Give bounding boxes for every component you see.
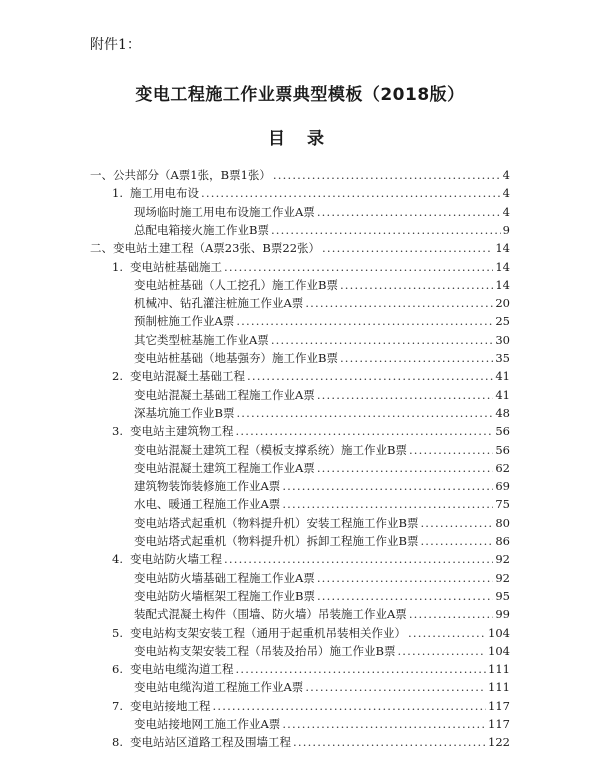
toc-entry-page: 117 — [488, 698, 510, 713]
toc-dot-leader — [322, 239, 493, 257]
toc-dot-leader — [282, 495, 493, 513]
toc-entry[interactable] — [134, 404, 510, 422]
toc-entry-label: 变电站防火墙框架工程施工作业B票 — [134, 588, 315, 603]
toc-dot-leader — [271, 221, 501, 239]
toc-dot-leader — [201, 184, 501, 202]
toc-entry[interactable] — [134, 294, 510, 312]
toc-entry-label: 变电站混凝土建筑工程（模板支撑系统）施工作业B票 — [134, 442, 407, 457]
toc-entry-label: 机械冲、钻孔灌注桩施工作业A票 — [134, 296, 304, 311]
annex-label: 附件1： — [90, 37, 141, 53]
toc-entry-label: 变电站电缆沟道工程施工作业A票 — [134, 680, 304, 695]
toc-entry-page: 14 — [495, 259, 510, 274]
toc-entry[interactable] — [134, 312, 510, 330]
toc-entry[interactable] — [112, 367, 510, 385]
toc-dot-leader — [282, 715, 486, 733]
toc-dot-leader — [420, 514, 493, 532]
toc-entry[interactable] — [134, 642, 510, 660]
toc-entry-page: 48 — [495, 405, 510, 420]
toc-dot-leader — [224, 258, 493, 276]
toc-entry-label: 水电、暖通工程施工作业A票 — [134, 497, 281, 512]
toc-entry[interactable] — [112, 258, 510, 276]
toc-entry-label: 其它类型桩基施工作业A票 — [134, 332, 269, 347]
toc-entry[interactable] — [134, 514, 510, 532]
toc-entry[interactable] — [134, 349, 510, 367]
toc-entry-number: 2. — [112, 369, 123, 384]
toc-entry[interactable] — [134, 477, 510, 495]
toc-entry-label: 变电站塔式起重机（物料提升机）安装工程施工作业B票 — [134, 515, 419, 530]
toc-entry[interactable] — [112, 697, 510, 715]
toc-entry-page: 14 — [495, 241, 510, 256]
toc-entry-page: 122 — [488, 735, 510, 750]
toc-entry[interactable] — [134, 441, 510, 459]
toc-entry-page: 104 — [488, 625, 510, 640]
toc-heading: 目 录 — [268, 129, 332, 149]
toc-entry-page: 4 — [502, 186, 510, 201]
toc-entry-page: 20 — [495, 296, 510, 311]
toc-entry-page: 30 — [495, 332, 510, 347]
toc-entry-page: 92 — [495, 570, 510, 585]
toc-entry-number: 1. — [112, 186, 123, 201]
toc-entry-page: 4 — [502, 204, 510, 219]
toc-entry[interactable] — [112, 624, 510, 642]
toc-entry-number: 7. — [112, 698, 123, 713]
toc-entry-page: 95 — [495, 588, 510, 603]
toc-entry-number: 3. — [112, 424, 123, 439]
toc-entry[interactable] — [134, 386, 510, 404]
toc-entry-label: 变电站构支架安装工程（通用于起重机吊装相关作业） — [130, 625, 406, 640]
toc-entry-page: 86 — [495, 534, 510, 548]
toc-entry[interactable] — [112, 184, 510, 202]
toc-entry-label: 变电站电缆沟道工程 — [130, 662, 234, 677]
toc-entry-label: 一、公共部分（A票1张，B票1张） — [90, 168, 271, 182]
toc-entry[interactable] — [112, 733, 510, 751]
toc-entry[interactable] — [134, 605, 510, 623]
toc-entry[interactable] — [134, 331, 510, 349]
toc-entry-page: 41 — [495, 387, 510, 402]
toc-entry-page: 75 — [495, 497, 510, 512]
toc-entry-label: 变电站构支架安装工程（吊装及抬吊）施工作业B票 — [134, 643, 396, 658]
toc-entry-page: 41 — [495, 369, 510, 384]
toc-entry-label: 深基坑施工作业B票 — [134, 405, 235, 420]
toc-entry[interactable] — [134, 221, 510, 239]
toc-dot-leader — [317, 459, 494, 477]
toc-entry[interactable] — [112, 550, 510, 568]
toc-entry-page: 56 — [495, 442, 510, 457]
toc-dot-leader — [305, 678, 486, 696]
toc-entry-label: 变电站站区道路工程及围墙工程 — [130, 735, 291, 750]
toc-entry-label: 装配式混凝土构件（围墙、防火墙）吊装施工作业A票 — [134, 607, 407, 622]
toc-dot-leader — [317, 203, 501, 221]
toc-dot-leader — [397, 642, 486, 660]
toc-dot-leader — [236, 660, 487, 678]
toc-dot-leader — [213, 697, 487, 715]
toc-entry[interactable] — [90, 239, 510, 257]
toc-dot-leader — [247, 367, 493, 385]
toc-dot-leader — [409, 441, 493, 459]
toc-entry-label: 预制桩施工作业A票 — [134, 314, 235, 329]
toc-entry-page: 56 — [495, 424, 510, 439]
toc-entry[interactable] — [90, 166, 510, 184]
toc-entry-page: 104 — [488, 643, 510, 658]
toc-entry-page: 35 — [495, 351, 510, 365]
toc-entry-page: 111 — [488, 680, 510, 695]
toc-dot-leader — [420, 532, 493, 550]
toc-entry-label: 变电站混凝土建筑工程施工作业A票 — [134, 460, 315, 475]
toc-entry[interactable] — [134, 203, 510, 221]
toc-dot-leader — [305, 294, 493, 312]
toc-dot-leader — [408, 624, 486, 642]
toc-entry-label: 变电站塔式起重机（物料提升机）拆卸工程施工作业B票 — [134, 534, 419, 548]
toc-entry[interactable] — [134, 276, 510, 294]
toc-entry[interactable] — [134, 587, 510, 605]
toc-entry-label: 建筑物装饰装修施工作业A票 — [134, 479, 281, 494]
toc-dot-leader — [409, 605, 494, 623]
toc-entry-page: 69 — [495, 479, 510, 494]
toc-entry[interactable] — [112, 660, 510, 678]
toc-dot-leader — [236, 404, 493, 422]
toc-entry-number: 8. — [112, 735, 123, 750]
toc-entry[interactable] — [134, 678, 510, 696]
toc-dot-leader — [317, 386, 494, 404]
toc-dot-leader — [293, 733, 486, 751]
toc-entry-page: 99 — [495, 607, 510, 622]
toc-entry-number: 5. — [112, 625, 123, 640]
toc-entry[interactable] — [112, 422, 510, 440]
toc-dot-leader — [317, 569, 494, 587]
toc-entry[interactable] — [134, 569, 510, 587]
toc-dot-leader — [340, 276, 493, 294]
toc-entry-label: 总配电箱接火施工作业B票 — [134, 222, 269, 237]
toc-dot-leader — [340, 349, 493, 367]
toc-entry-page: 92 — [495, 552, 510, 567]
toc-entry-label: 变电站接地工程 — [130, 698, 211, 713]
toc-entry-label: 变电站混凝土基础工程施工作业A票 — [134, 387, 315, 402]
toc-dot-leader — [224, 550, 493, 568]
toc-entry-page: 4 — [502, 168, 510, 182]
toc-entry-label: 变电站混凝土基础工程 — [130, 369, 245, 384]
toc-entry[interactable] — [134, 495, 510, 513]
toc-dot-leader — [317, 587, 493, 605]
toc-entry-number: 6. — [112, 662, 123, 677]
toc-entry-label: 变电站防火墙基础工程施工作业A票 — [134, 570, 315, 585]
toc-entry-label: 施工用电布设 — [130, 186, 199, 201]
toc-entry-label: 变电站接地网工施工作业A票 — [134, 717, 281, 731]
toc-entry-label: 变电站主建筑物工程 — [130, 424, 234, 439]
toc-entry-page: 80 — [495, 515, 510, 530]
toc-entry-page: 14 — [495, 277, 510, 292]
toc-dot-leader — [236, 312, 493, 330]
toc-entry-label: 变电站桩基础（人工挖孔）施工作业B票 — [134, 277, 338, 292]
toc-entry-label: 变电站防火墙工程 — [130, 552, 222, 567]
toc-entry-label: 二、变电站土建工程（A票23张、B票22张） — [90, 241, 321, 256]
toc-entry-page: 25 — [495, 314, 510, 329]
toc-dot-leader — [273, 166, 501, 184]
toc-entry-label: 现场临时施工用电布设施工作业A票 — [134, 204, 315, 219]
toc-entry[interactable] — [134, 715, 510, 733]
toc-entry-label: 变电站桩基础施工 — [130, 259, 222, 274]
toc-dot-leader — [271, 331, 494, 349]
toc-entry[interactable] — [134, 532, 510, 550]
toc-dot-leader — [282, 477, 493, 495]
toc-entry-page: 9 — [502, 222, 510, 237]
toc-entry[interactable] — [134, 459, 510, 477]
toc-entry-number: 4. — [112, 552, 123, 567]
toc-entry-page: 117 — [488, 717, 510, 731]
toc-dot-leader — [236, 422, 494, 440]
toc-entry-number: 1. — [112, 259, 123, 274]
toc-entry-page: 111 — [488, 662, 510, 677]
document-title: 变电工程施工作业票典型模板（2018版） — [135, 85, 465, 105]
toc-entry-page: 62 — [495, 460, 510, 475]
toc-entry-label: 变电站桩基础（地基强夯）施工作业B票 — [134, 351, 338, 365]
